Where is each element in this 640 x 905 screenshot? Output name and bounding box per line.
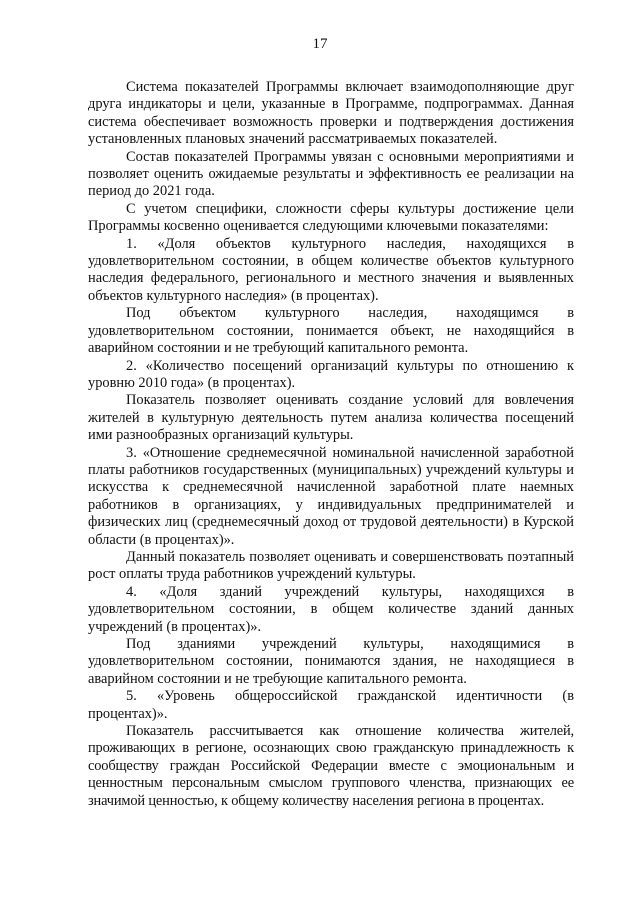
paragraph-key-indicators-intro: С учетом специфики, сложности сферы культуры достижение цели Программы косвенно оценивается следующими ключевыми показателями: (88, 200, 574, 235)
paragraph-indicator-4-explanation: Под зданиями учреждений культуры, находящимися в удовлетворительном состоянии, понимаются здания, не находящиеся в аварийном состоянии и не требующие капитального ремонта. (88, 636, 574, 687)
paragraph-indicator-composition: Состав показателей Программы увязан с основными мероприятиями и позволяет оценить ожидаемые результаты и эффективность ее реализации на период до 2021 года. (88, 148, 574, 200)
paragraph-indicator-1-explanation: Под объектом культурного наследия, находящимся в удовлетворительном состоянии, понимается объект, не находящийся в аварийном состоянии и не требующий капитального ремонта. (88, 305, 574, 357)
paragraph-indicator-5: 5. «Уровень общероссийской гражданской идентичности (в процентах)». (88, 688, 574, 722)
paragraph-indicator-system: Система показателей Программы включает взаимодополняющие друг друга индикаторы и цели, указанные в Программе, подпрограммах. Данная система обеспечивает возможность проверки и подтверждения достижения установленных плановых значений рассматриваемых показателей. (88, 79, 574, 148)
paragraph-indicator-3-explanation: Данный показатель позволяет оценивать и совершенствовать поэтапный рост оплаты труда работников учреждений культуры. (88, 548, 574, 583)
paragraph-indicator-2: 2. «Количество посещений организаций культуры по отношению к уровню 2010 года» (в процентах). (88, 357, 574, 391)
paragraph-indicator-4: 4. «Доля зданий учреждений культуры, находящихся в удовлетворительном состоянии, в общем количестве зданий данных учреждений (в процентах)». (88, 583, 574, 635)
paragraph-indicator-2-explanation: Показатель позволяет оценивать создание условий для вовлечения жителей в культурную деятельность путем анализа количества посещений ими разнообразных организаций культуры. (88, 392, 574, 444)
page-number: 17 (312, 36, 328, 52)
paragraph-indicator-5-explanation: Показатель рассчитывается как отношение количества жителей, проживающих в регионе, осознающих свою гражданскую принадлежность к сообществу граждан Российской Федерации вместе с эмоциональным и ценностным персональным смыслом группового членства, признающих ее значимой ценностью, к общему количеству населения региона в процентах. (88, 723, 574, 809)
paragraph-indicator-1: 1. «Доля объектов культурного наследия, находящихся в удовлетворительном состоянии, в общем количестве объектов культурного наследия федерального, регионального и местного значения и выявленных объектов культурного наследия» (в процентах). (88, 235, 574, 304)
paragraph-indicator-3: 3. «Отношение среднемесячной номинальной начисленной заработной платы работников государственных (муниципальных) учреждений культуры и искусства к среднемесячной начисленной заработной плате наемных работников в организациях, у индивидуальных предпринимателей и физических лиц (среднемесячный доход от трудовой деятельности) в Курской области (в процентах)». (88, 444, 574, 548)
